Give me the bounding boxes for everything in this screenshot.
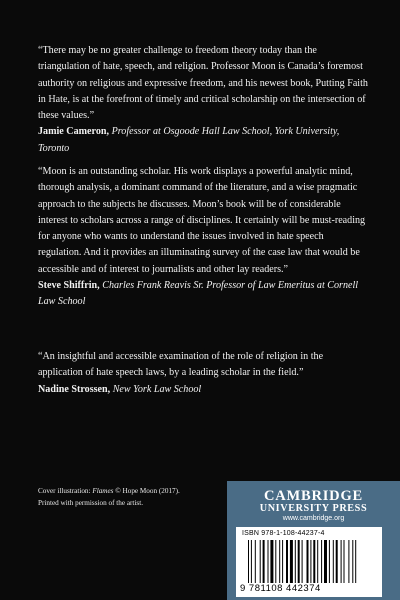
endorser-name: Jamie Cameron, — [38, 126, 110, 138]
endorsement-attribution — [38, 382, 368, 398]
endorsement-2 — [38, 164, 368, 311]
artwork-title: Flames — [92, 487, 114, 495]
credit-rest: © Hope Moon (2017). — [113, 487, 180, 495]
endorsement-attribution — [38, 278, 368, 311]
endorser-title: Professor at Osgoode Hall Law School, York University, Toronto — [38, 126, 340, 154]
publisher-name: CAMBRIDGE — [263, 488, 364, 504]
cover-illustration-credit — [38, 486, 238, 509]
publisher-block — [227, 481, 400, 600]
endorser-title: New York Law School — [112, 383, 202, 395]
barcode-digits: 9 781108 442374 — [240, 583, 321, 594]
credit-line-2: Printed with permission of the artist. — [38, 498, 144, 507]
barcode-icon — [248, 540, 370, 583]
barcode-panel — [236, 527, 382, 597]
endorsement-quote: “There may be no greater challenge to freedom theory today than the triangulation of hate, speech, and religion. Professor Moon is Canada’s foremost authority on religious and expressive freedom, and his newest book, Putting Faith in Hate, is at the forefront of timely and critical scholarship on the intersection of these values.” — [38, 45, 368, 122]
endorser-name: Nadine Strossen, — [38, 383, 111, 395]
endorsement-quote: “Moon is an outstanding scholar. His work displays a powerful analytic mind, thorough analysis, a dominant command of the literature, and a wise pragmatic approach to the subjects he discusses. Moon’s book will be of considerable interest to scholars across a range of disciplines. It certainly will be must-reading for anyone who wants to understand the issues involved in hate speech regulation. And it provides an illuminating survey of the case law that would be accessible and of interest to journalists and other lay readers.” — [38, 166, 366, 275]
endorsement-1 — [38, 43, 368, 157]
publisher-url: www.cambridge.org — [282, 515, 345, 522]
isbn-label: ISBN 978-1-108-44237-4 — [242, 530, 325, 537]
credit-prefix: Cover illustration: — [38, 487, 93, 495]
publisher-subtitle: UNIVERSITY PRESS — [259, 503, 368, 514]
endorser-name: Steve Shiffrin, — [38, 280, 100, 292]
credit-line-1 — [38, 486, 238, 498]
endorsement-3 — [38, 349, 368, 398]
endorser-title: Charles Frank Reavis Sr. Professor of Law Emeritus at Cornell Law School — [38, 280, 359, 308]
endorsement-quote: “An insightful and accessible examination of the role of religion in the application of hate speech laws, by a leading scholar in the field.” — [38, 351, 324, 379]
endorsement-attribution — [38, 124, 368, 157]
